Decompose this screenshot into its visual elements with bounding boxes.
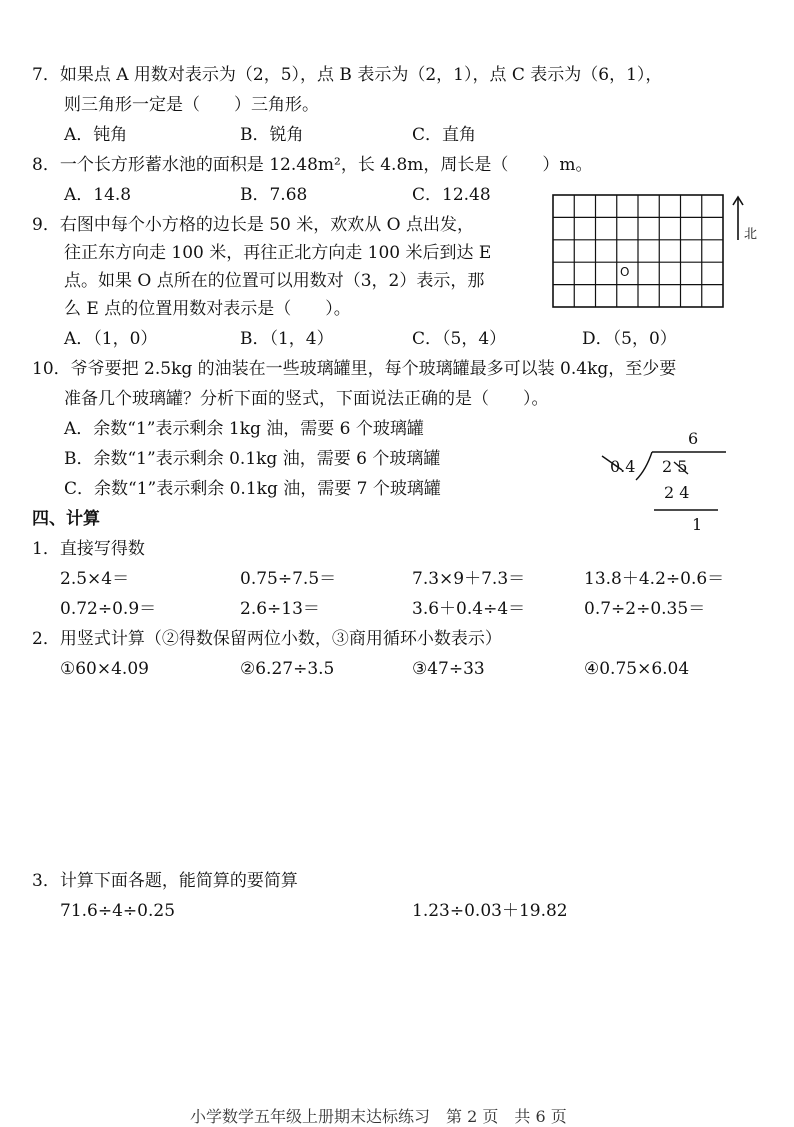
- vertical-calc-item: ③47÷33: [412, 659, 485, 679]
- q8-option-c: C．12.48: [412, 185, 491, 205]
- vertical-calc-item: ②6.27÷3.5: [240, 659, 335, 679]
- mental-calc-item: 13.8＋4.2÷0.6＝: [584, 569, 725, 589]
- q8-line1: 8．一个长方形蓄水池的面积是 12.48m²，长 4.8m，周长是（ ）m。: [32, 155, 593, 175]
- q10-option-b: B．余数“1”表示剩余 0.1kg 油，需要 6 个玻璃罐: [64, 449, 441, 469]
- division-product: 2 4: [664, 483, 690, 502]
- mental-calc-item: 3.6＋0.4÷4＝: [412, 599, 526, 619]
- q9-option-c: C．（5，4）: [412, 329, 507, 349]
- q7-option-b: B．锐角: [240, 125, 304, 145]
- division-quotient: 6: [688, 429, 699, 448]
- q9-option-b: B．（1，4）: [240, 329, 334, 349]
- q9-line3: 点。如果 O 点所在的位置可以用数对（3，2）表示，那: [64, 271, 485, 291]
- section-title: 四、计算: [32, 509, 100, 529]
- q10-line1: 10．爷爷要把 2.5kg 的油装在一些玻璃罐里，每个玻璃罐最多可以装 0.4kg，至少要: [32, 359, 677, 379]
- q8-option-b: B．7.68: [240, 185, 308, 205]
- division-bracket: [636, 452, 652, 480]
- grid-label-o: O: [620, 265, 630, 279]
- page-footer: 小学数学五年级上册期末达标练习 第 2 页 共 6 页: [190, 1107, 567, 1126]
- simplify-calc-item: 71.6÷4÷0.25: [60, 901, 176, 921]
- q7-option-a: A．钝角: [64, 125, 128, 145]
- q10-option-c: C．余数“1”表示剩余 0.1kg 油，需要 7 个玻璃罐: [64, 479, 441, 499]
- q7-line2: 则三角形一定是（ ）三角形。: [64, 95, 319, 115]
- q7-line1: 7．如果点 A 用数对表示为（2，5），点 B 表示为（2，1），点 C 表示为（6，1），: [32, 65, 663, 85]
- q9-option-d: D．（5，0）: [582, 329, 677, 349]
- long-division-diagram: [596, 426, 736, 538]
- mental-calc-item: 0.72÷0.9＝: [60, 599, 157, 619]
- q8-option-a: A．14.8: [64, 185, 132, 205]
- q9-line4: 么 E 点的位置用数对表示是（ ）。: [64, 299, 351, 319]
- division-remainder: 1: [692, 515, 703, 534]
- mental-calc-item: 0.75÷7.5＝: [240, 569, 337, 589]
- part3-title: 3．计算下面各题，能简算的要简算: [32, 871, 298, 891]
- q9-line1: 9．右图中每个小方格的边长是 50 米，欢欢从 O 点出发，: [32, 215, 474, 235]
- vertical-calc-item: ④0.75×6.04: [584, 659, 690, 679]
- division-divisor: 0.4: [610, 457, 636, 476]
- part1-title: 1．直接写得数: [32, 539, 145, 559]
- part2-title: 2．用竖式计算（②得数保留两位小数，③商用循环小数表示）: [32, 629, 502, 649]
- q9-line2: 往正东方向走 100 米，再往正北方向走 100 米后到达 E: [64, 243, 492, 263]
- q10-line2: 准备几个玻璃罐？分析下面的竖式，下面说法正确的是（ ）。: [64, 389, 549, 409]
- north-label: 北: [744, 227, 758, 242]
- north-arrow-icon: [730, 194, 764, 244]
- division-dividend: 2 5: [662, 457, 688, 476]
- q7-option-c: C．直角: [412, 125, 477, 145]
- simplify-calc-item: 1.23÷0.03＋19.82: [412, 901, 568, 921]
- q10-option-a: A．余数“1”表示剩余 1kg 油，需要 6 个玻璃罐: [64, 419, 424, 439]
- vertical-calc-item: ①60×4.09: [60, 659, 149, 679]
- mental-calc-item: 7.3×9＋7.3＝: [412, 569, 526, 589]
- mental-calc-item: 2.6÷13＝: [240, 599, 320, 619]
- q9-option-a: A．（1，0）: [64, 329, 158, 349]
- mental-calc-item: 0.7÷2÷0.35＝: [584, 599, 706, 619]
- coordinate-grid: [552, 194, 724, 308]
- mental-calc-item: 2.5×4＝: [60, 569, 130, 589]
